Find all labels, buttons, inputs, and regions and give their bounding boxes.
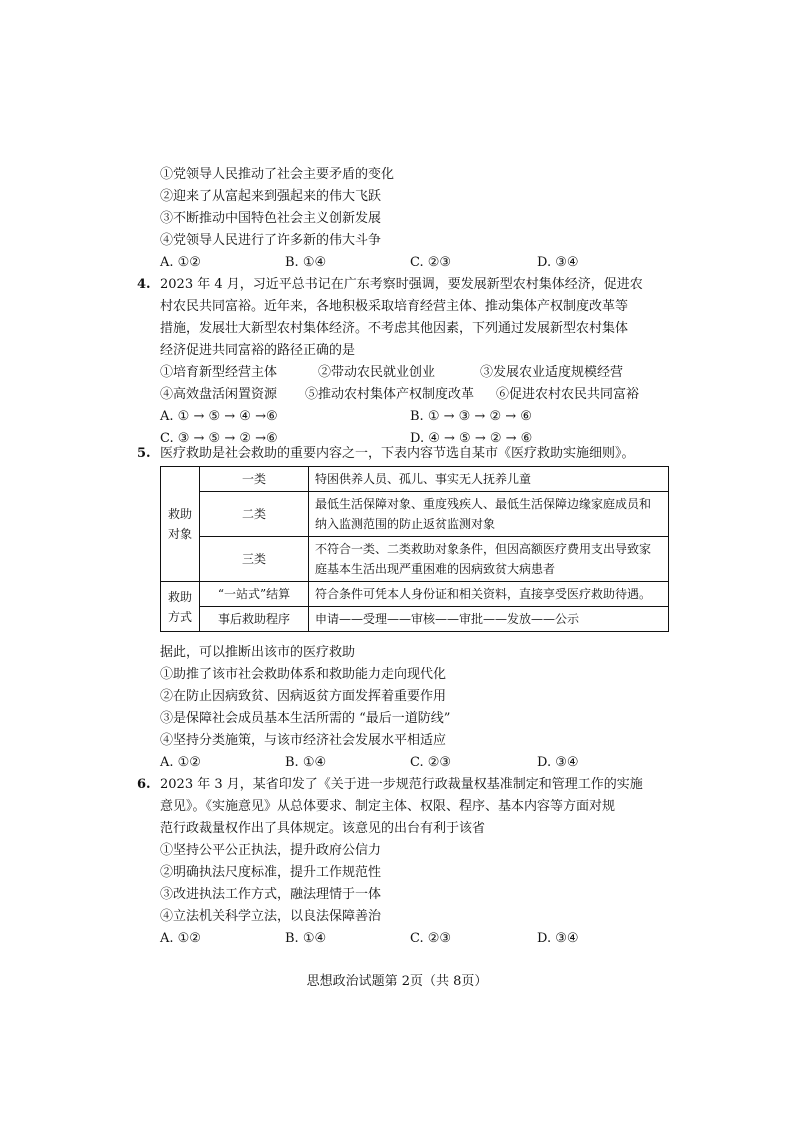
q5-number: 5. bbox=[137, 446, 151, 461]
subcategory-cell: “一站式”结算 bbox=[200, 582, 309, 607]
q4-number: 4. bbox=[137, 277, 151, 292]
q4-item-1: ①培育新型经营主体 bbox=[160, 365, 278, 380]
q6-option-d: D. ③④ bbox=[537, 931, 579, 946]
q5-stem: 医疗救助是社会救助的重要内容之一，下表内容节选自某市《医疗救助实施细则》。 bbox=[160, 446, 635, 461]
content-cell: 特困供养人员、孤儿、事实无人抚养儿童 bbox=[309, 467, 669, 492]
q6-item-2: ②明确执法尺度标准，提升工作规范性 bbox=[160, 865, 382, 880]
table-row bbox=[161, 582, 669, 607]
content-cell: 符合条件可凭本人身份证和相关资料，直接享受医疗救助待遇。 bbox=[309, 582, 669, 607]
q6-option-b: B. ①④ bbox=[285, 931, 327, 946]
q3-item-4: ④党领导人民进行了许多新的伟大斗争 bbox=[160, 233, 382, 248]
q4-stem-line-1: 2023 年 4 月，习近平总书记在广东考察时强调，要发展新型农村集体经济，促进农 bbox=[160, 277, 643, 292]
q6-item-1: ①坚持公平公正执法，提升政府公信力 bbox=[160, 843, 382, 858]
q5-option-d: D. ③④ bbox=[537, 755, 579, 770]
table-row bbox=[161, 537, 669, 582]
q6-option-a: A. ①② bbox=[160, 931, 201, 946]
q4-option-d: D. ④ → ⑤ → ② → ⑥ bbox=[410, 431, 533, 446]
table-row bbox=[161, 467, 669, 492]
q5-lead: 据此，可以推断出该市的医疗救助 bbox=[160, 645, 356, 660]
q3-item-2: ②迎来了从富起来到强起来的伟大飞跃 bbox=[160, 189, 382, 204]
content-cell: 不符合一类、二类救助对象条件，但因高额医疗费用支出导致家庭基本生活出现严重困难的因病致贫大病患者 bbox=[309, 537, 669, 582]
category-aid-methods: 救助方式 bbox=[161, 582, 200, 632]
page-footer: 思想政治试题第 2页（共 8页） bbox=[306, 974, 488, 989]
q4-stem-line-4: 经济促进共同富裕的路径正确的是 bbox=[160, 343, 356, 358]
q6-item-4: ④立法机关科学立法，以良法保障善治 bbox=[160, 909, 382, 924]
q4-option-a: A. ① → ⑤ → ④ →⑥ bbox=[160, 409, 278, 424]
q4-item-3: ③发展农业适度规模经营 bbox=[480, 365, 624, 380]
q5-item-1: ①助推了该市社会救助体系和救助能力走向现代化 bbox=[160, 667, 447, 682]
table-row bbox=[161, 607, 669, 632]
category-aid-targets: 救助对象 bbox=[161, 467, 200, 582]
table-row bbox=[161, 492, 669, 537]
q5-item-3: ③是保障社会成员基本生活所需的 “最后一道防线” bbox=[160, 711, 451, 726]
medical-aid-table bbox=[160, 466, 669, 632]
q6-stem-line-3: 范行政裁量权作出了具体规定。该意见的出台有利于该省 bbox=[160, 821, 486, 836]
q4-option-c: C. ③ → ⑤ → ② →⑥ bbox=[160, 431, 278, 446]
q5-item-2: ②在防止因病致贫、因病返贫方面发挥着重要作用 bbox=[160, 689, 447, 704]
q3-item-1: ①党领导人民推动了社会主要矛盾的变化 bbox=[160, 167, 395, 182]
subcategory-cell: 一类 bbox=[200, 467, 309, 492]
q3-option-a: A. ①② bbox=[160, 255, 201, 270]
q3-item-3: ③不断推动中国特色社会主义创新发展 bbox=[160, 211, 382, 226]
subcategory-cell: 事后救助程序 bbox=[200, 607, 309, 632]
q5-item-4: ④坚持分类施策，与该市经济社会发展水平相适应 bbox=[160, 733, 447, 748]
q4-stem-line-2: 村农民共同富裕。近年来，各地积极采取培育经营主体、推动集体产权制度改革等 bbox=[160, 299, 629, 314]
q3-option-b: B. ①④ bbox=[285, 255, 327, 270]
q6-stem-line-2: 意见》。《实施意见》从总体要求、制定主体、权限、程序、基本内容等方面对规 bbox=[160, 799, 616, 814]
content-cell: 最低生活保障对象、重度残疾人、最低生活保障边缘家庭成员和纳入监测范围的防止返贫监测对象 bbox=[309, 492, 669, 537]
q4-option-b: B. ① → ③ → ② → ⑥ bbox=[410, 409, 532, 424]
subcategory-cell: 三类 bbox=[200, 537, 309, 582]
q3-option-d: D. ③④ bbox=[537, 255, 579, 270]
q4-item-6: ⑥促进农村农民共同富裕 bbox=[496, 387, 640, 402]
q6-option-c: C. ②③ bbox=[410, 931, 452, 946]
q3-option-c: C. ②③ bbox=[410, 255, 452, 270]
q6-number: 6. bbox=[137, 777, 151, 792]
q5-option-a: A. ①② bbox=[160, 755, 201, 770]
q5-option-b: B. ①④ bbox=[285, 755, 327, 770]
q5-option-c: C. ②③ bbox=[410, 755, 452, 770]
q4-stem-line-3: 措施，发展壮大新型农村集体经济。不考虑其他因素，下列通过发展新型农村集体 bbox=[160, 321, 629, 336]
q4-item-4: ④高效盘活闲置资源 bbox=[160, 387, 278, 402]
q4-item-2: ②带动农民就业创业 bbox=[318, 365, 436, 380]
q4-item-5: ⑤推动农村集体产权制度改革 bbox=[305, 387, 475, 402]
q6-stem-line-1: 2023 年 3 月，某省印发了《关于进一步规范行政裁量权基准制定和管理工作的实施 bbox=[160, 777, 643, 792]
q6-item-3: ③改进执法工作方式，融法理情于一体 bbox=[160, 887, 382, 902]
subcategory-cell: 二类 bbox=[200, 492, 309, 537]
content-cell: 申请——受理——审核——审批——发放——公示 bbox=[309, 607, 669, 632]
